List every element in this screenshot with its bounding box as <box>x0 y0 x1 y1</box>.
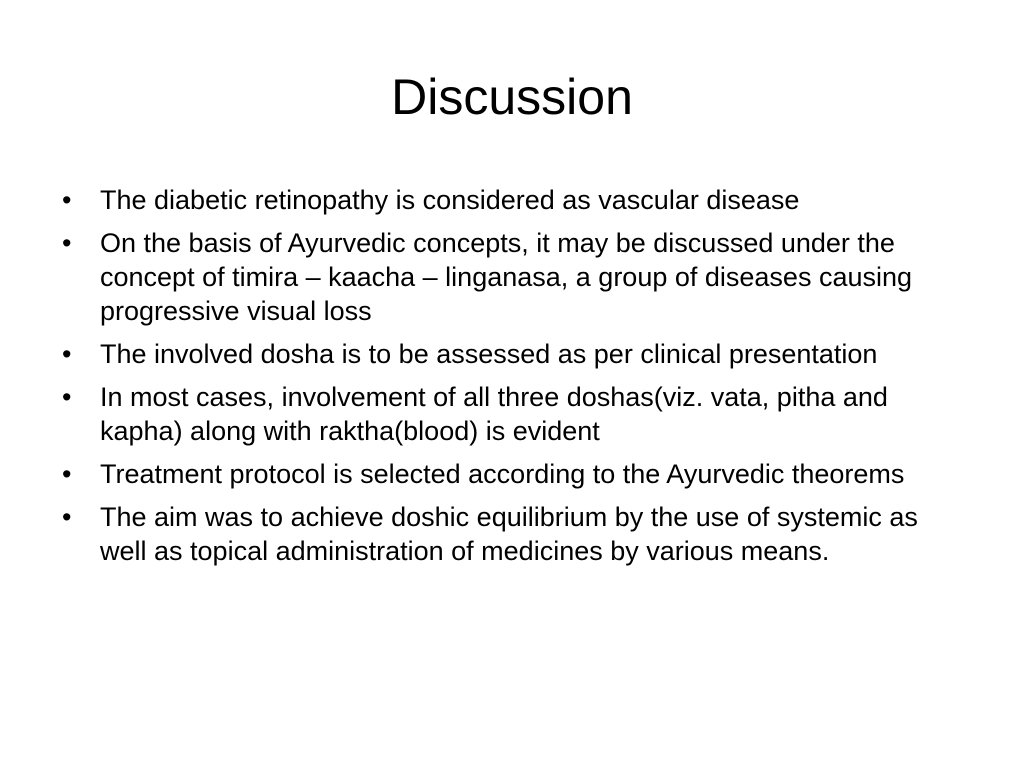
bullet-text: Treatment protocol is selected according to the Ayurvedic theorems <box>100 459 905 489</box>
bullet-text: The involved dosha is to be assessed as per clinical presentation <box>100 339 878 369</box>
bullet-icon: • <box>62 339 72 369</box>
bullet-item <box>0 183 1024 217</box>
bullet-item <box>0 226 1024 328</box>
bullet-icon: • <box>62 459 72 489</box>
bullet-list <box>0 183 1024 577</box>
bullet-text: In most cases, involvement of all three doshas(viz. vata, pitha and kapha) along with raktha(blood) is evident <box>100 382 888 446</box>
bullet-text: The diabetic retinopathy is considered as vascular disease <box>100 185 800 215</box>
bullet-item <box>0 457 1024 491</box>
bullet-icon: • <box>62 185 72 215</box>
bullet-icon: • <box>62 382 72 412</box>
bullet-icon: • <box>62 228 72 258</box>
bullet-item <box>0 337 1024 371</box>
slide-title: Discussion <box>391 69 633 125</box>
bullet-text: On the basis of Ayurvedic concepts, it may be discussed under the concept of timira – kaacha – linganasa, a group of diseases causing progressive visual loss <box>100 228 913 326</box>
bullet-icon: • <box>62 502 72 532</box>
bullet-item <box>0 500 1024 568</box>
bullet-item <box>0 380 1024 448</box>
bullet-text: The aim was to achieve doshic equilibrium by the use of systemic as well as topical administration of medicines by various means. <box>100 502 918 566</box>
